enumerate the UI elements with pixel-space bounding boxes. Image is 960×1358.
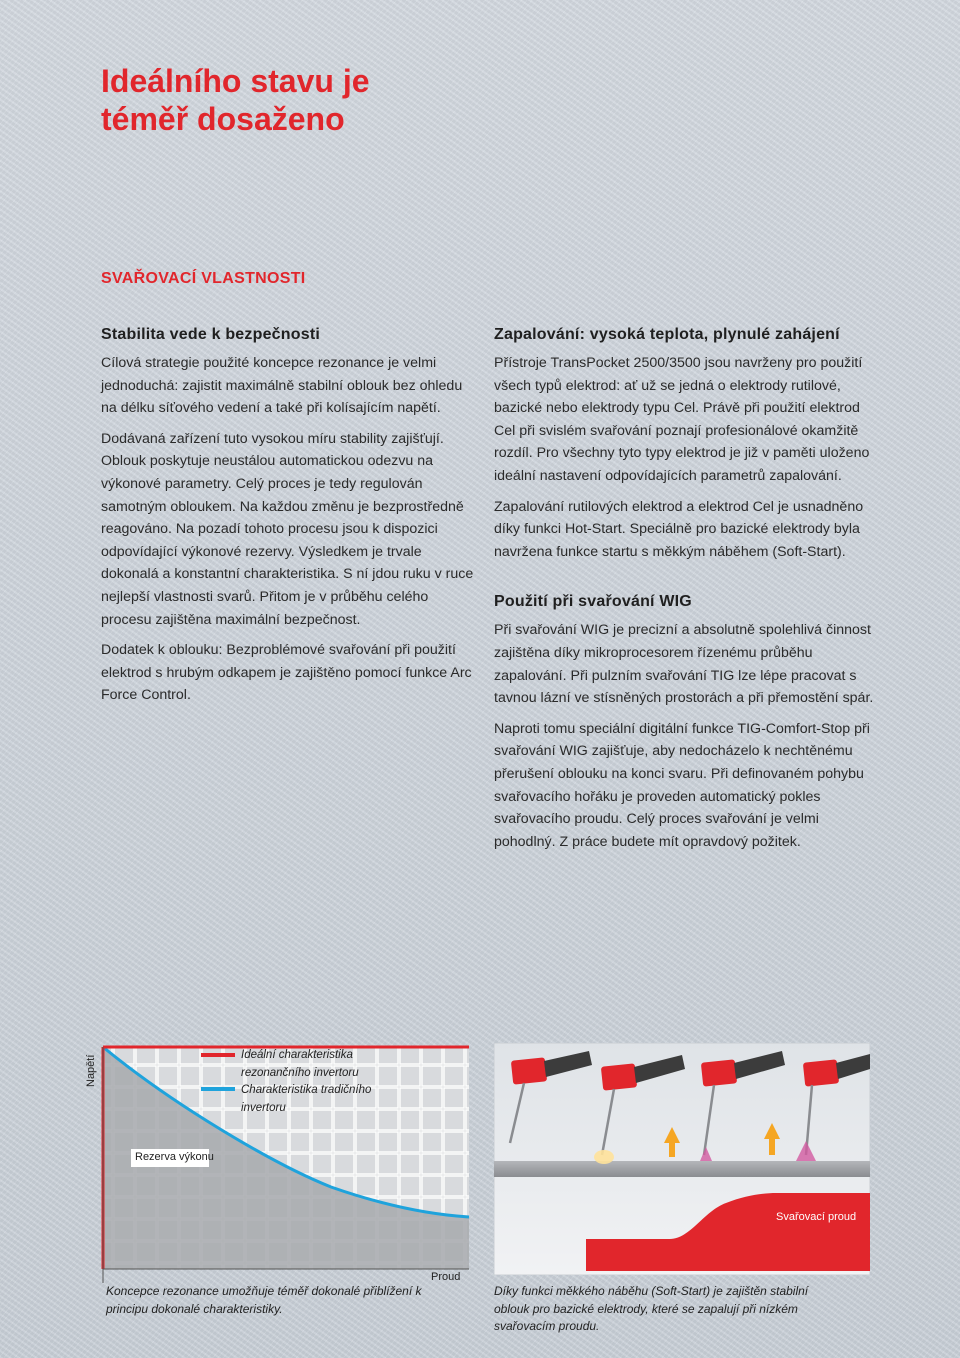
- workpiece-plate: [494, 1161, 870, 1177]
- legend-ideal: Ideální charakteristika rezonančního invertoru: [241, 1049, 359, 1079]
- soft-start-illustration: [494, 1043, 870, 1275]
- soft-start-figure: [494, 1043, 870, 1275]
- left-heading: Stabilita vede k bezpečnosti: [101, 326, 320, 343]
- left-paragraph-2: Dodávaná zařízení tuto vysokou míru stability zajišťují. Oblouk poskytuje neustálou automatickou odezvu na výkonové parametry. Celý proces je tedy regulován samotným obloukem. Na každou změnu je bezprostředně reagováno. Na pozadí tohoto procesu jsou k dispozici odpovídající výkonové rezervy. Výsledkem je trvale dokonalá a konstantní charakteristika. S ní jdou ruku v ruce nejlepší vlastnosti svarů. Přitom je v průběhu celého procesu zajištěna maximální bezpečnost.: [101, 430, 474, 628]
- characteristic-figure: [85, 1043, 471, 1288]
- y-axis-label: Napětí: [85, 1054, 97, 1087]
- section-title: SVAŘOVACÍ VLASTNOSTI: [101, 270, 306, 287]
- right-paragraph-2: Zapalování rutilových elektrod a elektrod Cel je usnadněno díky funkci Hot-Start. Speciálně pro bazické elektrody byla navržena funkce startu s měkkým náběhem (Soft-Start).: [494, 498, 864, 560]
- page-title-line-1: Ideálního stavu je: [101, 63, 370, 99]
- left-figure-caption: Koncepce rezonance umožňuje téměř dokonalé přiblížení k principu dokonalé charakteristiky.: [106, 1284, 422, 1316]
- right-heading-ignition: Zapalování: vysoká teplota, plynulé zahájení: [494, 326, 840, 343]
- right-paragraph-1: Přístroje TransPocket 2500/3500 jsou navrženy pro použití všech typů elektrod: ať už se jedná o elektrody rutilové, bazické nebo elektrody typu Cel. Právě při použití elektrod Cel při svislém svařování poznají profesionálové okamžitě rozdíl. Pro všechny tyto typy elektrod je již v paměti uloženo ideální nastavení odpovídajících parametrů zapalování.: [494, 355, 870, 484]
- reserve-label: Rezerva výkonu: [135, 1151, 214, 1163]
- spark: [594, 1150, 614, 1164]
- left-paragraph-3: Dodatek k oblouku: Bezproblémové svařování při použití elektrod s hrubým odkapem je zajištěno pomocí funkce Arc Force Control.: [101, 642, 472, 704]
- left-paragraph-1: Cílová strategie použité koncepce rezonance je velmi jednoduchá: zajistit maximálně stabilní oblouk bez ohledu na délku síťového vedení a také při kolísajícím napětí.: [101, 355, 463, 417]
- page-title: [101, 62, 601, 138]
- current-label: Svařovací proud: [776, 1211, 857, 1223]
- right-paragraph-4: Naproti tomu speciální digitální funkce TIG-Comfort-Stop při svařování WIG zajišťuje, aby nedocházelo k nechtěnému přerušení oblouku na konci svaru. Při definovaném pohybu svařovacího hořáku je proveden automatický pokles svařovacího proudu. Celý proces svařování je velmi pohodlný. Z práce budete mít opravdový požitek.: [494, 720, 870, 850]
- right-column: [494, 326, 874, 861]
- right-figure-caption: Díky funkci měkkého náběhu (Soft-Start) je zajištěn stabilní oblouk pro bazické elektrody, které se zapalují při nízkém svařovacím proudu.: [494, 1284, 809, 1333]
- right-heading-wig: Použití při svařování WIG: [494, 593, 692, 611]
- x-axis-label: Proud: [431, 1271, 461, 1283]
- left-column: [101, 326, 481, 715]
- legend-traditional: Charakteristika tradičního invertoru: [241, 1084, 372, 1114]
- right-paragraph-3: Při svařování WIG je precizní a absolutně spolehlivá činnost zajištěna díky mikroprocesorem řízenému průběhu zapalování. Při pulzním svařování TIG lze lépe pracovat s tavnou lázní ve stísněných prostorách a při přemostění spár.: [494, 622, 874, 707]
- page-title-line-2: téměř dosaženo: [101, 101, 345, 137]
